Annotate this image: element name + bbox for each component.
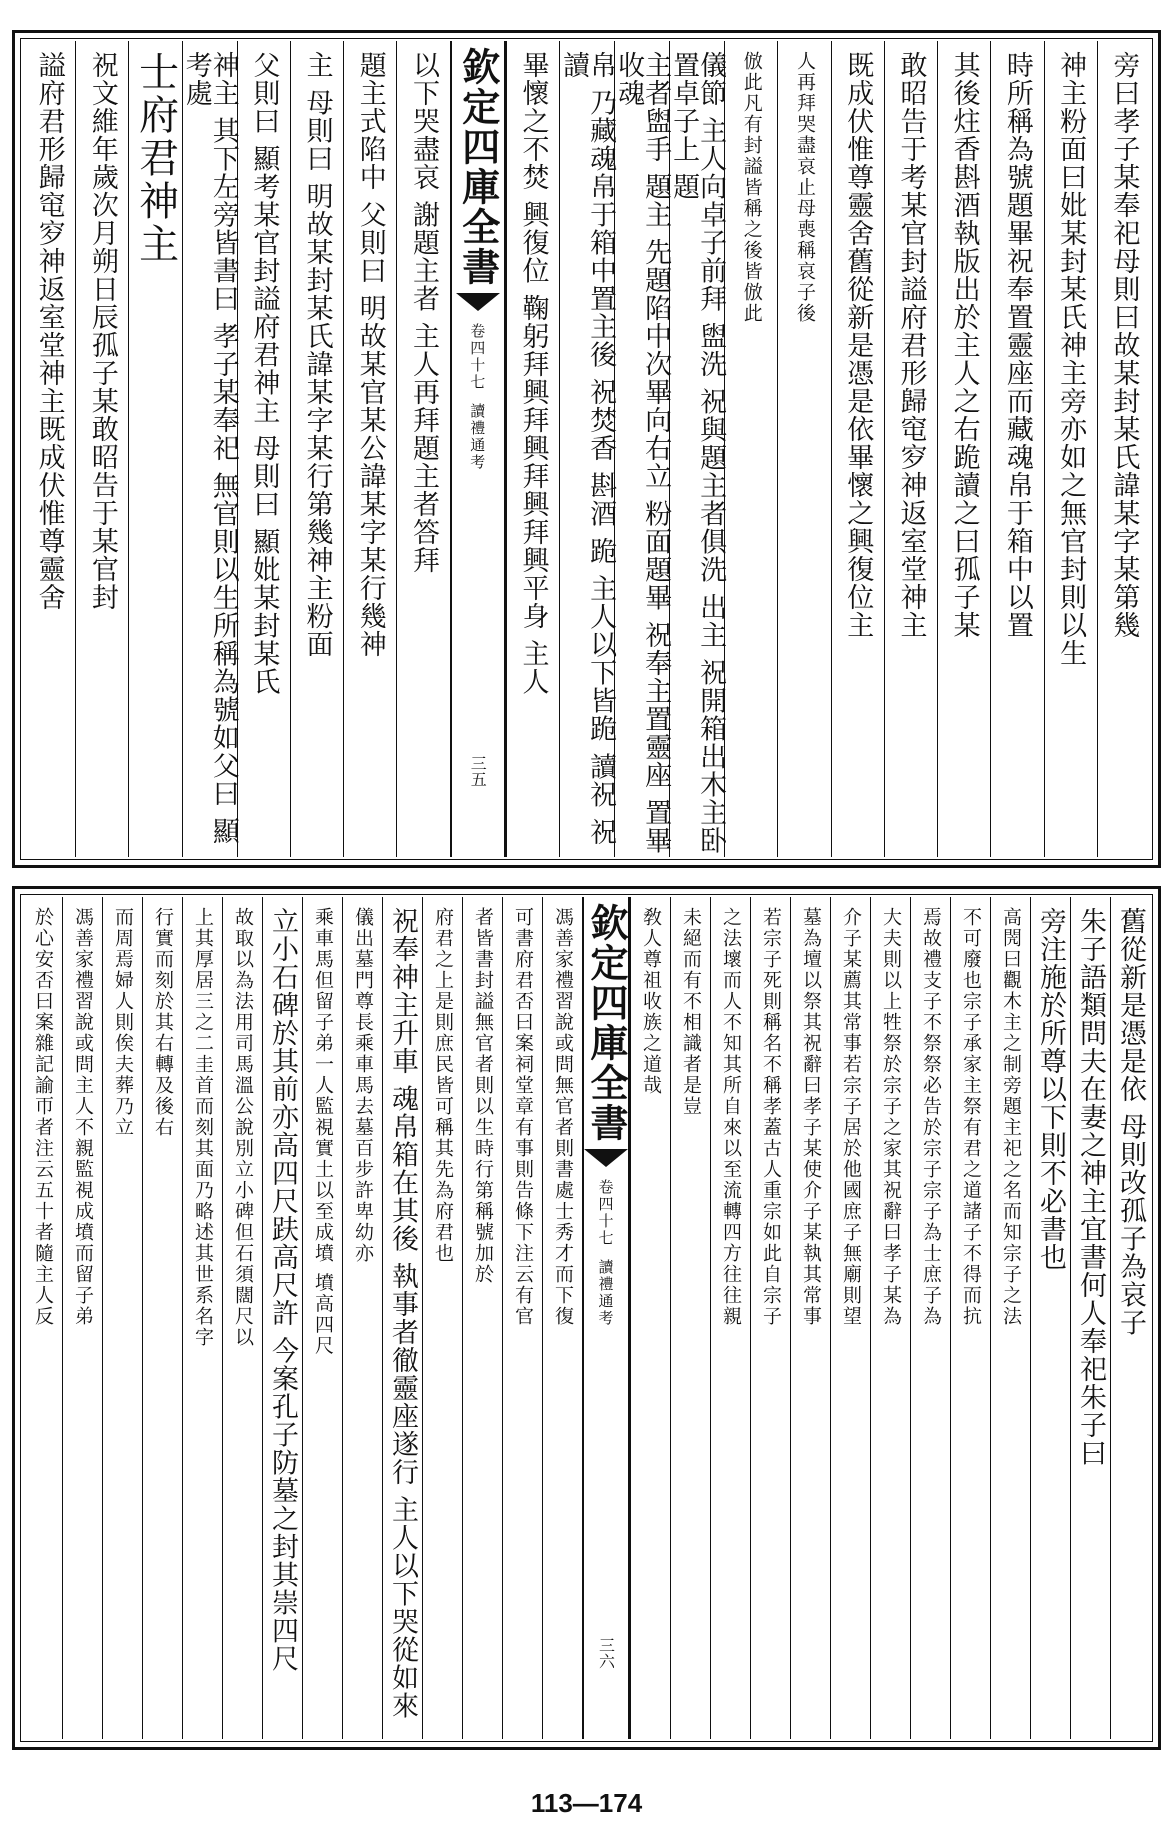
text-column: 祝文維年歲次月朔日辰孤子某敢昭告于某官封 — [75, 41, 128, 857]
upper-page — [12, 30, 1161, 868]
text-column: 介子某薦其常事若宗子居於他國庶子無廟則望 — [830, 897, 870, 1739]
text-column: 旁注施於所尊以下則不必書也 — [1030, 897, 1070, 1739]
text-column: 敢昭告于考某官封謚府君形歸窀穸神返室堂神主 — [884, 41, 937, 857]
text-column: 其後炷香斟酒執版出於主人之右跪讀之曰孤子某 — [937, 41, 990, 857]
text-column: 士府君神主 — [128, 41, 181, 857]
text-column: 畢懷之不焚 興復位 鞠躬拜興拜興拜興拜興平身 主人 — [506, 41, 559, 857]
text-column: 不可廢也宗子承家主祭有君之道諸子不得而抗 — [950, 897, 990, 1739]
text-column: 高閌曰觀木主之制旁題主祀之名而知宗子之法 — [990, 897, 1030, 1739]
book-title: 欽定四庫全書 — [455, 47, 501, 287]
text-column: 旁曰孝子某奉祀母則曰故某封某氏諱某字某第幾 — [1097, 41, 1150, 857]
text-column: 大夫則以上牲祭於宗子之家其祝辭曰孝子某為 — [870, 897, 910, 1739]
text-column: 既成伏惟尊靈舍舊從新是憑是依畢懷之興復位主 — [831, 41, 884, 857]
text-column: 人再拜哭盡哀止母喪稱哀子後 — [777, 41, 830, 857]
text-column: 以下哭盡哀 謝題主者 主人再拜題主者答拜 — [396, 41, 449, 857]
book-title: 欽定四庫全書 — [584, 903, 629, 1143]
lower-page — [12, 886, 1161, 1750]
text-column: 立小石碑於其前亦高四尺趺高尺許 今案孔子防墓之封其崇四尺 — [262, 897, 302, 1739]
text-column: 未絕而有不相識者是豈 — [670, 897, 710, 1739]
text-column: 倣此凡有封謚皆稱之後皆倣此 — [724, 41, 777, 857]
text-column: 祝奉神主升車 魂帛箱在其後 執事者徹靈座遂行 主人以下哭從如來 — [382, 897, 422, 1739]
text-column: 焉故禮支子不祭祭必告於宗子宗子為士庶子為 — [910, 897, 950, 1739]
text-column: 上其厚居三之二圭首而刻其面乃略述其世系名字 — [182, 897, 222, 1739]
text-column: 於心安否曰案雜記諭帀者注云五十者隨主人反 — [32, 907, 54, 1327]
text-column: 主 母則曰 明故某封某氏諱某字某行第幾神主粉面 — [290, 41, 343, 857]
text-column: 舊從新是憑是依 母則改孤子為哀子 — [1110, 897, 1150, 1739]
fishtail-mark-icon — [456, 293, 500, 311]
text-column: 朱子語類問夫在妻之神主宜書何人奉祀朱子曰 — [1070, 897, 1110, 1739]
fishtail-mark-icon — [584, 1149, 628, 1167]
text-column: 時所稱為號題畢祝奉置靈座而藏魂帛于箱中以置 — [990, 41, 1043, 857]
leaf-number: 三六 — [596, 1637, 616, 1669]
text-column: 而周焉婦人則俟夫葬乃立 — [102, 897, 142, 1739]
text-column: 府君之上是則庶民皆可稱其先為府君也 — [422, 897, 462, 1739]
text-column: 帛 乃藏魂帛于箱中置主後 祝焚香 斟酒 跪 主人以下皆跪 讀祝 祝讀 — [559, 41, 614, 857]
volume-label: 卷四十七 — [596, 1179, 615, 1247]
volume-label: 卷四十七 — [468, 323, 487, 391]
text-column: 父則曰 顯考某官封謚府君神主 母則曰 顯妣某封某氏 — [237, 41, 290, 857]
text-column: 敎人尊祖收族之道哉 — [630, 897, 670, 1739]
text-column: 馮善家禮習說或問主人不親監視成墳而留子弟 — [62, 897, 102, 1739]
text-column: 若宗子死則稱名不稱孝蓋古人重宗如此自宗子 — [750, 897, 790, 1739]
leaf-number: 三五 — [468, 755, 488, 787]
book-name: 讀禮通考 — [468, 403, 487, 471]
text-column: 故取以為法用司馬溫公說別立小碑但石須闊尺以 — [222, 897, 262, 1739]
text-column: 行實而刻於其右轉及後右 — [142, 897, 182, 1739]
center-fold — [450, 41, 506, 857]
center-fold — [582, 897, 630, 1739]
text-column: 謚府君形歸窀穸神返室堂神主既成伏惟尊靈舍 — [33, 51, 65, 611]
text-column: 儀出墓門尊長乘車馬去墓百步許卑幼亦 — [342, 897, 382, 1739]
text-column: 神主 其下左旁皆書曰 孝子某奉祀 無官則以生所稱為號如父曰 顯考處 — [182, 41, 237, 857]
text-column: 可書府君否曰案祠堂章有事則告條下注云有官 — [502, 897, 542, 1739]
page-footer-label: 113—174 — [530, 1788, 643, 1818]
text-column: 馮善家禮習說或問無官者則書處士秀才而下復 — [542, 897, 582, 1739]
text-column: 題主式陷中 父則曰 明故某官某公諱某字某行幾神 — [343, 41, 396, 857]
text-column: 儀節 主人向卓子前拜 盥洗 祝與題主者俱洗 出主 祝開箱出木主卧置卓子上 題 — [669, 41, 724, 857]
text-column: 乘車馬但留子弟一人監視實土以至成墳 墳高四尺 — [302, 897, 342, 1739]
text-column: 者皆書封謚無官者則以生時行第稱號加於 — [462, 897, 502, 1739]
text-column: 主者盥手 題主 先題陷中次畢向右立 粉面題畢 祝奉主置靈座 置畢 收魂 — [614, 41, 669, 857]
book-name: 讀禮通考 — [596, 1259, 615, 1327]
text-column: 神主粉面曰妣某封某氏神主旁亦如之無官封則以生 — [1044, 41, 1097, 857]
text-column: 墓為壇以祭其祝辭曰孝子某使介子某執其常事 — [790, 897, 830, 1739]
text-column: 之法壞而人不知其所自來以至流轉四方往往親 — [710, 897, 750, 1739]
